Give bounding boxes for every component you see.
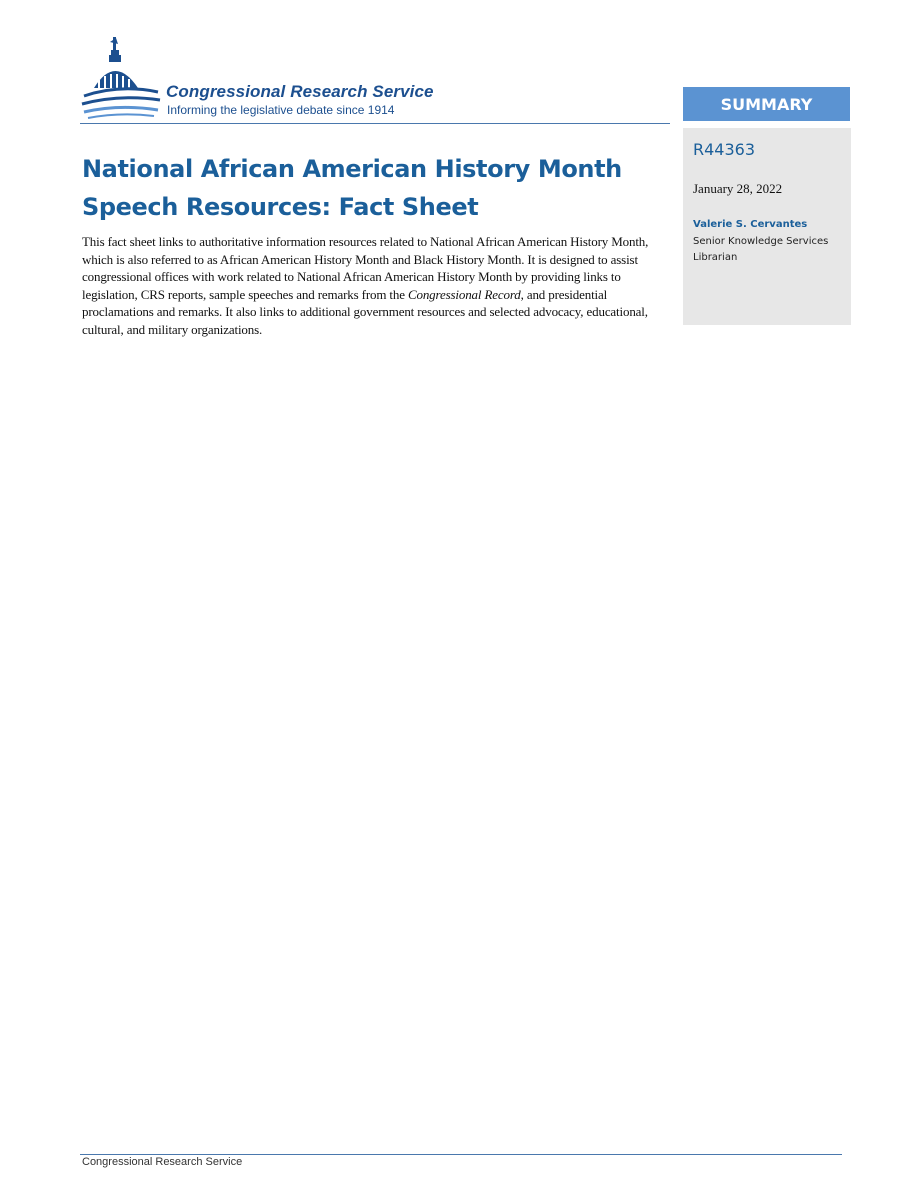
report-number: R44363 [693, 140, 756, 159]
intro-paragraph [82, 233, 668, 339]
org-tagline: Informing the legislative debate since 1914 [167, 103, 395, 117]
author-name: Valerie S. Cervantes [693, 219, 808, 230]
header-divider [80, 123, 670, 124]
author-title: Senior Knowledge Services Librarian [693, 236, 829, 263]
report-date: January 28, 2022 [693, 181, 783, 196]
document-title: National African American History Month Speech Resources: Fact Sheet [82, 155, 622, 221]
summary-panel [683, 128, 851, 325]
capitol-dome-icon [80, 36, 162, 122]
footer-divider [80, 1154, 842, 1155]
footer-text: Congressional Research Service [82, 1156, 243, 1168]
intro-italic-title: Congressional Record [407, 286, 521, 302]
intro-text-2: , and presidential proclamations and remarks. It also links to additional government resources and selected advocacy, educational, cultural, and military organizations. [82, 286, 648, 337]
org-name: Congressional Research Service [166, 82, 434, 101]
summary-heading: SUMMARY [683, 87, 850, 121]
intro-text-1: This fact sheet links to authoritative information resources related to National African American History Month, which is also referred to as African American History Month and Black History Month. It is designed to assist congressional offices with work related to National African American History Month by providing links to legislation, CRS reports, sample speeches and remarks from the [82, 234, 649, 302]
crs-logo [80, 36, 480, 122]
